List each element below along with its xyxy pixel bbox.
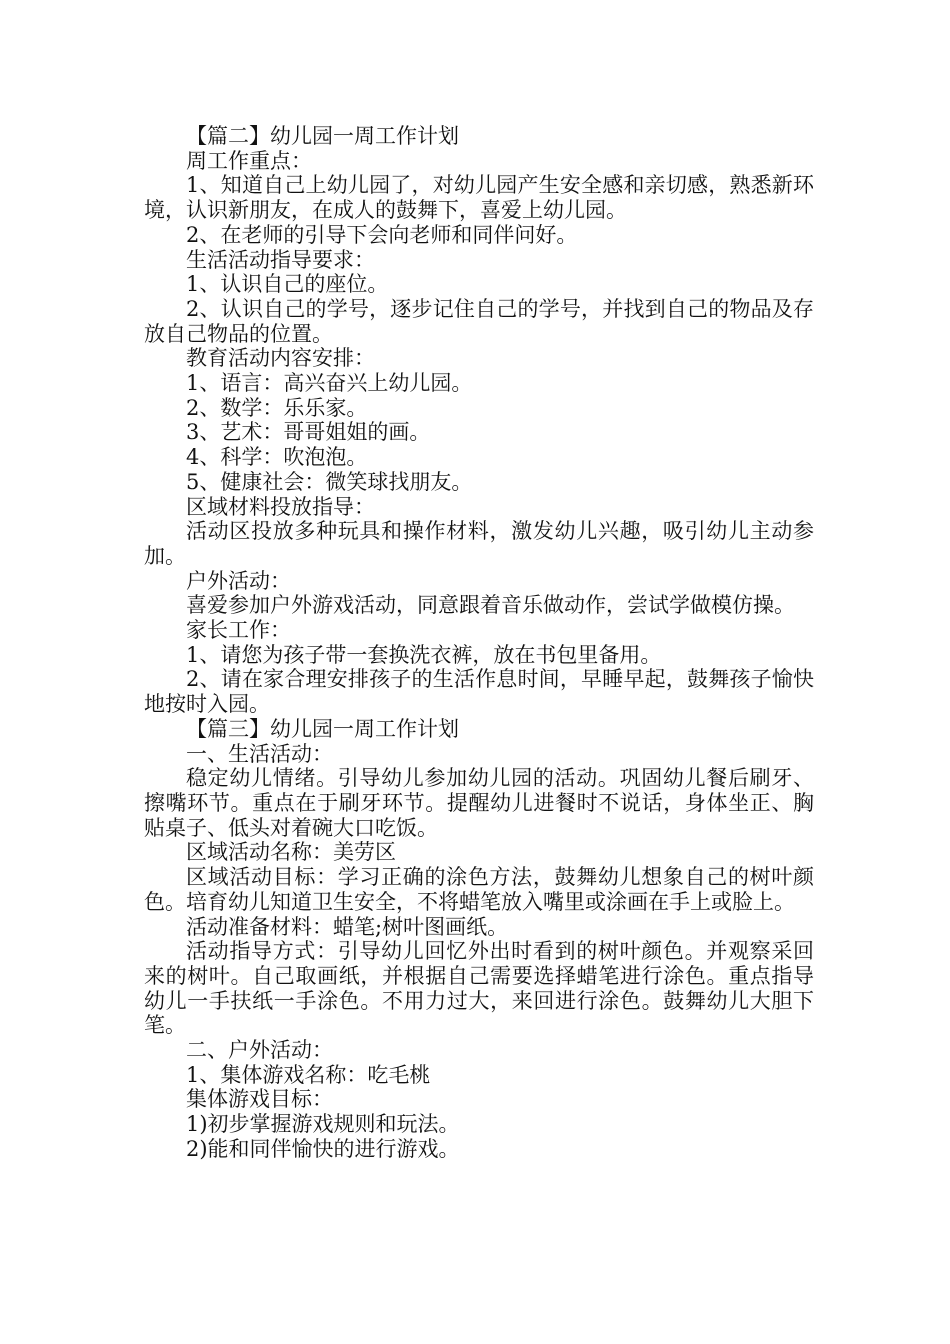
section-title-part-two: 【篇二】幼儿园一周工作计划 [186,124,459,148]
paragraph-heading: 家长工作： [186,618,291,643]
paragraph-heading: 生活活动指导要求： [186,247,375,272]
paragraph: 3、艺术：哥哥姐姐的画。 [186,420,431,445]
paragraph: 活动区投放多种玩具和操作材料，激发幼儿兴趣，吸引幼儿主动参加。 [144,519,814,568]
paragraph: 稳定幼儿情绪。引导幼儿参加幼儿园的活动。巩固幼儿餐后刷牙、擦嘴环节。重点在于刷牙环节。提醒幼儿进餐时不说话，身体坐正、胸贴桌子、低头对着碗大口吃饭。 [144,766,814,840]
paragraph-heading: 户外活动： [186,568,291,593]
paragraph: 2、在老师的引导下会向老师和同伴问好。 [186,222,578,247]
paragraph: 区域活动目标：学习正确的涂色方法，鼓舞幼儿想象自己的树叶颜色。培育幼儿知道卫生安全，不将蜡笔放入嘴里或涂画在手上或脸上。 [144,865,814,914]
paragraph: 1、请您为孩子带一套换洗衣裤，放在书包里备用。 [186,642,662,667]
paragraph: 5、健康社会：微笑球找朋友。 [186,469,473,494]
paragraph: 活动指导方式：引导幼儿回忆外出时看到的树叶颜色。并观察采回来的树叶。自己取画纸，并根据自己需要选择蜡笔进行涂色。重点指导幼儿一手扶纸一手涂色。不用力过大，来回进行涂色。鼓舞幼儿大胆下笔。 [144,939,814,1038]
paragraph: 2、请在家合理安排孩子的生活作息时间，早睡早起，鼓舞孩子愉快地按时入园。 [144,667,814,717]
paragraph: 活动准备材料：蜡笔;树叶图画纸。 [186,914,509,939]
paragraph: 区域活动名称：美劳区 [186,840,396,865]
paragraph: 1)初步掌握游戏规则和玩法。 [186,1112,460,1137]
paragraph-heading: 集体游戏目标： [186,1087,333,1112]
paragraph: 1、集体游戏名称：吃毛桃 [186,1062,431,1087]
paragraph: 1、认识自己的座位。 [186,272,389,297]
paragraph: 4、科学：吹泡泡。 [186,445,368,470]
paragraph: 喜爱参加户外游戏活动，同意跟着音乐做动作，尝试学做模仿操。 [186,593,795,618]
paragraph: 1、知道自己上幼儿园了，对幼儿园产生安全感和亲切感，熟悉新环境，认识新朋友，在成人的鼓舞下，喜爱上幼儿园。 [144,173,814,223]
paragraph-heading: 二、户外活动： [186,1038,333,1063]
paragraph: 2、认识自己的学号，逐步记住自己的学号，并找到自己的物品及存放自己物品的位置。 [144,296,814,346]
paragraph-heading: 一、生活活动： [186,741,333,766]
section-title-part-three: 【篇三】幼儿园一周工作计划 [186,716,459,741]
paragraph: 2、数学：乐乐家。 [186,395,368,420]
paragraph-heading: 周工作重点： [186,148,312,173]
paragraph: 1、语言：高兴奋兴上幼儿园。 [186,371,473,396]
paragraph-heading: 教育活动内容安排： [186,346,375,371]
paragraph: 2)能和同伴愉快的进行游戏。 [186,1136,460,1161]
document-body [144,124,814,1162]
paragraph-heading: 区域材料投放指导： [186,494,375,519]
